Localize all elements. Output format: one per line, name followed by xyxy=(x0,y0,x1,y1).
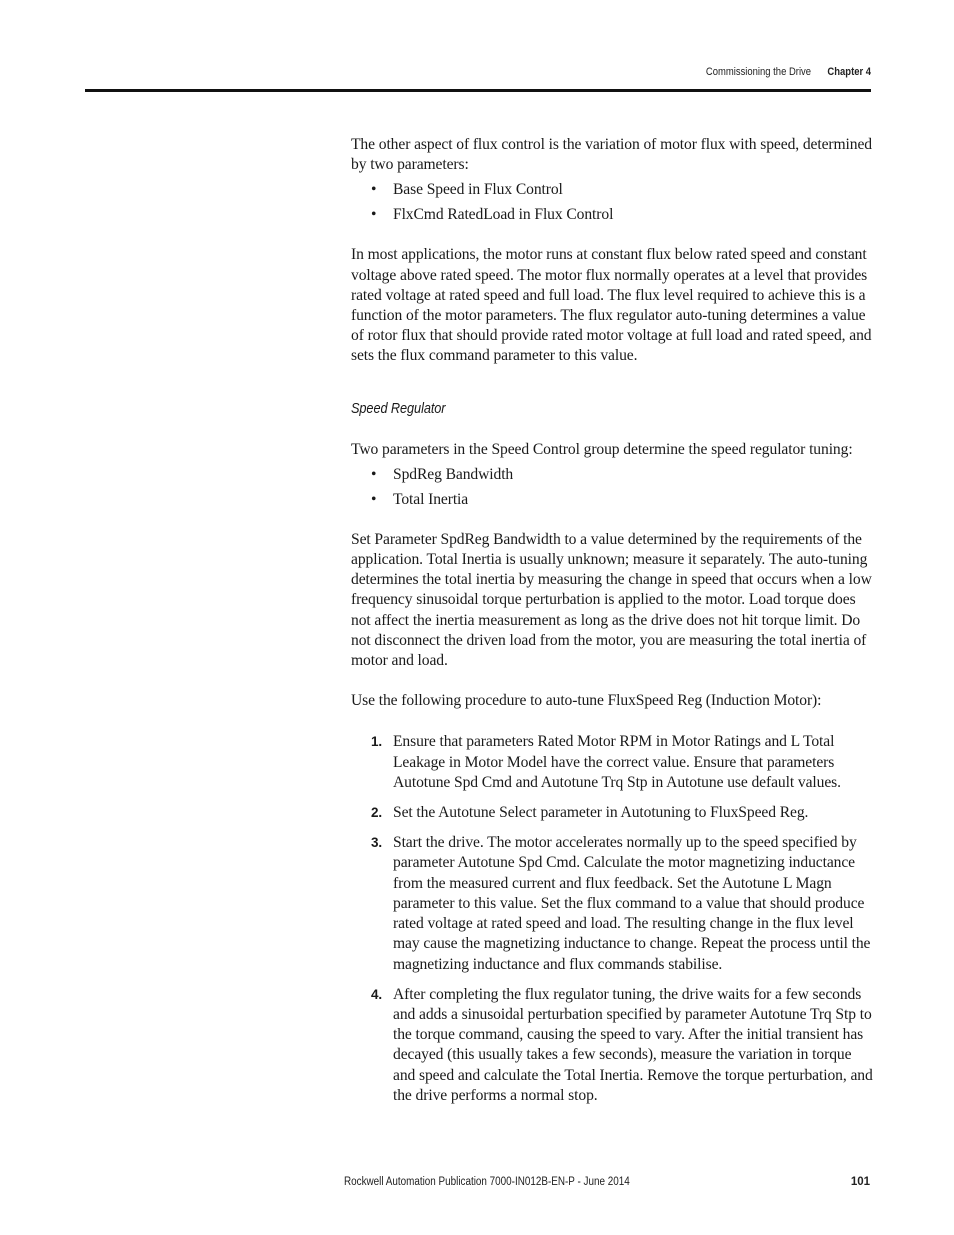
list-item: • Base Speed in Flux Control xyxy=(371,180,874,200)
speed-intro-paragraph: Two parameters in the Speed Control group determine the speed regulator tuning: xyxy=(351,440,853,458)
step-text: Set the Autotune Select parameter in Autotuning to FluxSpeed Reg. xyxy=(393,804,809,822)
running-header xyxy=(706,66,871,78)
step-number: 2. xyxy=(371,805,383,821)
step-text: Start the drive. The motor accelerates normally up to the speed specified by parameter Autotune Spd Cmd. Calculate the motor magnetizing inductance from the measured current and flux feedback. Set the Autotune L Magn parameter to this value. Set the flux command to a value that should produce rated voltage at rated speed and load. The resulting change in the flux level may cause the magnetizing inductance to change. Repeat the process until the magnetizing inductance and flux commands stabilise. xyxy=(393,834,871,973)
flux-parameter-list xyxy=(371,180,874,225)
step-number: 3. xyxy=(371,835,383,851)
flux-intro-paragraph: The other aspect of flux control is the variation of motor flux with speed, determined by two parameters: xyxy=(351,136,873,174)
header-section-title: Commissioning the Drive xyxy=(705,66,811,78)
procedure-intro: Use the following procedure to auto-tune FluxSpeed Reg (Induction Motor): xyxy=(351,692,822,710)
procedure-step xyxy=(371,732,874,793)
page-number: 101 xyxy=(850,1176,870,1188)
list-item: • SpdReg Bandwidth xyxy=(371,465,874,485)
procedure-step xyxy=(371,833,874,974)
flux-paragraph: In most applications, the motor runs at constant flux below rated speed and constant voltage above rated speed. The motor flux normally operates at a level that provides rated voltage at rated speed and full load. The flux level required to achieve this is a function of the motor parameters. The flux regulator auto-tuning determines a value of rotor flux that should provide rated motor voltage at full load and rated speed, and sets the flux command parameter to this value. xyxy=(351,246,872,365)
body-text xyxy=(351,135,874,1116)
step-text: After completing the flux regulator tuning, the drive waits for a few seconds and adds a sinusoidal perturbation specified by parameter Autotune Trq Stp to the torque command, causing the speed to vary. After the initial transient has decayed (this usually takes a few seconds), measure the variation in torque and speed and calculate the Total Inertia. Remove the torque perturbation, and the drive performs a normal stop. xyxy=(393,985,873,1104)
step-number: 4. xyxy=(371,986,383,1002)
footer-publication: Rockwell Automation Publication 7000-IN012B-EN-P - June 2014 xyxy=(344,1176,630,1188)
step-number: 1. xyxy=(371,734,383,750)
speed-paragraph: Set Parameter SpdReg Bandwidth to a value determined by the requirements of the application. Total Inertia is usually unknown; measure it separately. The auto-tuning determines the total inertia by measuring the change in speed that occurs when a low frequency sinusoidal torque perturbation is applied to the motor. Load torque does not affect the inertia measurement as long as the drive does not hit torque limit. Do not disconnect the driven load from the motor, you are measuring the total inertia of motor and load. xyxy=(351,530,872,670)
list-item: • FlxCmd RatedLoad in Flux Control xyxy=(371,205,874,225)
speed-parameter-list xyxy=(371,465,874,510)
header-chapter-label: Chapter 4 xyxy=(827,66,871,78)
step-text: Ensure that parameters Rated Motor RPM in Motor Ratings and L Total Leakage in Motor Model have the correct value. Ensure that parameters Autotune Spd Cmd and Autotune Trq Stp in Autotune use default values. xyxy=(393,733,841,791)
procedure-steps xyxy=(371,732,874,1105)
list-item: • Total Inertia xyxy=(371,490,874,510)
header-rule xyxy=(85,89,871,92)
procedure-step xyxy=(371,985,874,1106)
section-heading-speed-regulator: Speed Regulator xyxy=(351,400,446,417)
procedure-step xyxy=(371,803,874,823)
